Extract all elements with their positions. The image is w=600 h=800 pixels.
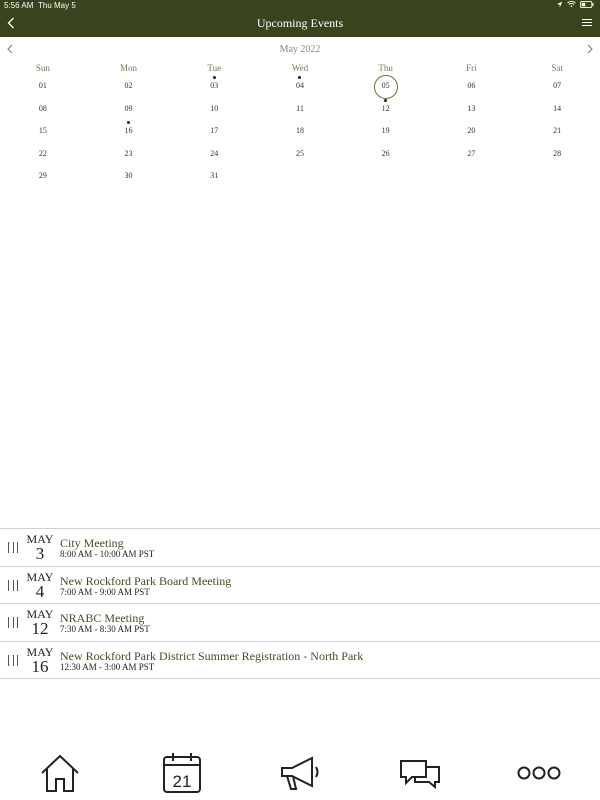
calendar-day[interactable]: [429, 143, 515, 166]
calendar-day[interactable]: [0, 120, 86, 143]
event-month: MAY: [26, 532, 54, 546]
drag-handle-icon[interactable]: [8, 580, 18, 591]
status-bar: [0, 0, 600, 12]
calendar-day-label: 25: [295, 148, 304, 158]
calendar-day-label: 04: [295, 81, 304, 90]
calendar-day[interactable]: [257, 75, 343, 98]
next-month-button[interactable]: [584, 42, 596, 56]
tab-home[interactable]: [36, 750, 84, 796]
event-title: NRABC Meeting: [60, 611, 145, 625]
event-dot-indicator: [213, 76, 216, 79]
calendar-day-label: 17: [210, 126, 219, 135]
calendar-month-label: May 2022: [279, 44, 321, 55]
calendar-day-label: 01: [38, 81, 47, 90]
event-row[interactable]: [0, 567, 600, 605]
weekday-label: Sun: [35, 63, 50, 73]
battery-icon: [580, 1, 594, 8]
home-icon: [39, 753, 81, 793]
drag-handle-icon[interactable]: [8, 617, 18, 628]
calendar-day[interactable]: [171, 120, 257, 143]
status-icons: [556, 1, 594, 8]
event-title: New Rockford Park District Summer Registration - North Park: [60, 648, 364, 663]
chat-icon: [398, 753, 442, 793]
calendar-day[interactable]: [343, 120, 429, 143]
event-row[interactable]: [0, 529, 600, 567]
event-time: 8:00 AM - 10:00 AM PST: [60, 549, 155, 559]
event-row[interactable]: [0, 642, 600, 680]
calendar-day-label: 15: [38, 126, 47, 135]
calendar-day[interactable]: [257, 98, 343, 121]
calendar-day[interactable]: [0, 75, 86, 98]
calendar-day-label: 10: [210, 103, 219, 113]
event-date: [24, 533, 56, 562]
calendar-day-label: 03: [210, 81, 219, 90]
calendar-day[interactable]: [171, 98, 257, 121]
calendar-day[interactable]: [343, 98, 429, 121]
calendar-day-label: 31: [210, 171, 219, 180]
calendar-day-label: 19: [381, 126, 390, 135]
calendar-day[interactable]: [86, 75, 172, 98]
event-time: 7:30 AM - 8:30 AM PST: [60, 624, 150, 634]
event-dot-indicator: [127, 121, 130, 124]
calendar-day-label: 16: [124, 126, 133, 135]
calendar-day-label: 21: [553, 126, 562, 135]
weekday-label: Sat: [551, 63, 563, 73]
event-month: MAY: [26, 569, 54, 584]
calendar-day-label: 27: [467, 148, 476, 158]
menu-button[interactable]: [582, 15, 594, 29]
calendar-day-label: 07: [553, 81, 562, 90]
calendar-day[interactable]: [429, 120, 515, 143]
tab-announcements[interactable]: [276, 750, 324, 796]
calendar-day[interactable]: [86, 165, 172, 188]
weekday-header: [0, 63, 600, 73]
calendar-day[interactable]: [171, 165, 257, 188]
events-list: [0, 528, 600, 679]
calendar-day-label: 28: [553, 148, 562, 158]
location-icon: [556, 1, 563, 8]
event-day: 3: [35, 544, 45, 563]
event-title: City Meeting: [60, 536, 124, 550]
event-dot-indicator: [298, 76, 301, 79]
event-dot-indicator: [384, 99, 387, 102]
calendar-day-label: 06: [467, 81, 476, 90]
event-date: [24, 608, 56, 637]
event-time: 7:00 AM - 9:00 AM PST: [60, 586, 150, 597]
weekday-label: Fri: [466, 63, 477, 73]
calendar-day-label: 11: [296, 103, 304, 113]
calendar-day-label: 13: [467, 103, 476, 113]
menu-line: [582, 25, 592, 26]
menu-line: [582, 19, 592, 20]
calendar-day[interactable]: [86, 143, 172, 166]
calendar-day-label: 29: [38, 171, 47, 180]
tab-calendar[interactable]: [158, 750, 206, 796]
calendar-day-label: 26: [381, 148, 390, 158]
chevron-right-icon: [587, 44, 593, 54]
calendar-grid: [0, 75, 600, 188]
calendar-day-label: 12: [381, 103, 390, 113]
event-date: [24, 646, 56, 675]
calendar-day-label: 22: [38, 148, 47, 158]
calendar-day-label: 02: [124, 81, 133, 90]
weekday-label: Wed: [291, 63, 309, 73]
header-bar: [0, 0, 600, 37]
calendar-day[interactable]: [343, 143, 429, 166]
page-title: Upcoming Events: [256, 16, 344, 30]
event-title: New Rockford Park Board Meeting: [60, 573, 232, 588]
calendar-day-label: 14: [553, 103, 562, 113]
calendar-day[interactable]: [429, 98, 515, 121]
calendar-day-label: 09: [124, 103, 133, 113]
calendar-day[interactable]: [514, 98, 600, 121]
calendar-day[interactable]: [514, 120, 600, 143]
calendar-day[interactable]: [171, 75, 257, 98]
event-day: 12: [31, 619, 49, 638]
calendar-day[interactable]: [0, 143, 86, 166]
drag-handle-icon[interactable]: [8, 655, 18, 666]
event-day: 16: [31, 656, 49, 676]
calendar-nav: [0, 42, 600, 58]
calendar-day-label: 18: [295, 126, 304, 135]
calendar-icon-number: 21: [172, 772, 192, 791]
event-date: [24, 571, 56, 600]
megaphone-icon: [278, 753, 322, 793]
calendar-day-label: 30: [124, 171, 133, 180]
calendar-day[interactable]: [514, 75, 600, 98]
tab-bar: [0, 748, 600, 800]
calendar-day-label: 08: [38, 103, 47, 113]
calendar-day[interactable]: [429, 75, 515, 98]
menu-line: [582, 22, 592, 23]
event-month: MAY: [26, 607, 54, 621]
weekday-label: Thu: [378, 63, 393, 73]
calendar-day-today[interactable]: [343, 75, 429, 98]
tab-messages[interactable]: [396, 750, 444, 796]
event-time: 12:30 AM - 3:00 AM PST: [60, 661, 155, 672]
drag-handle-icon[interactable]: [8, 542, 18, 553]
calendar-day[interactable]: [171, 143, 257, 166]
calendar-day[interactable]: [257, 120, 343, 143]
weekday-label: Tue: [207, 63, 222, 73]
calendar-day-label: 23: [124, 148, 133, 158]
calendar-day-label: 24: [210, 148, 219, 158]
wifi-icon: [567, 1, 576, 8]
calendar-day[interactable]: [514, 143, 600, 166]
calendar-day-label: 20: [467, 126, 476, 135]
calendar-day[interactable]: [0, 165, 86, 188]
tab-more[interactable]: [515, 750, 563, 796]
calendar-icon: [162, 752, 202, 794]
calendar-day[interactable]: [86, 98, 172, 121]
event-row[interactable]: [0, 604, 600, 642]
status-time: 5:56 AM: [4, 1, 34, 10]
calendar-day[interactable]: [0, 98, 86, 121]
calendar-day[interactable]: [257, 143, 343, 166]
calendar-day-label: 05: [381, 81, 390, 90]
event-day: 4: [35, 581, 45, 601]
status-date: Thu May 5: [38, 1, 76, 10]
calendar-day[interactable]: [86, 120, 172, 143]
weekday-label: Mon: [120, 63, 138, 73]
more-icon: [516, 763, 562, 783]
event-month: MAY: [26, 644, 54, 659]
